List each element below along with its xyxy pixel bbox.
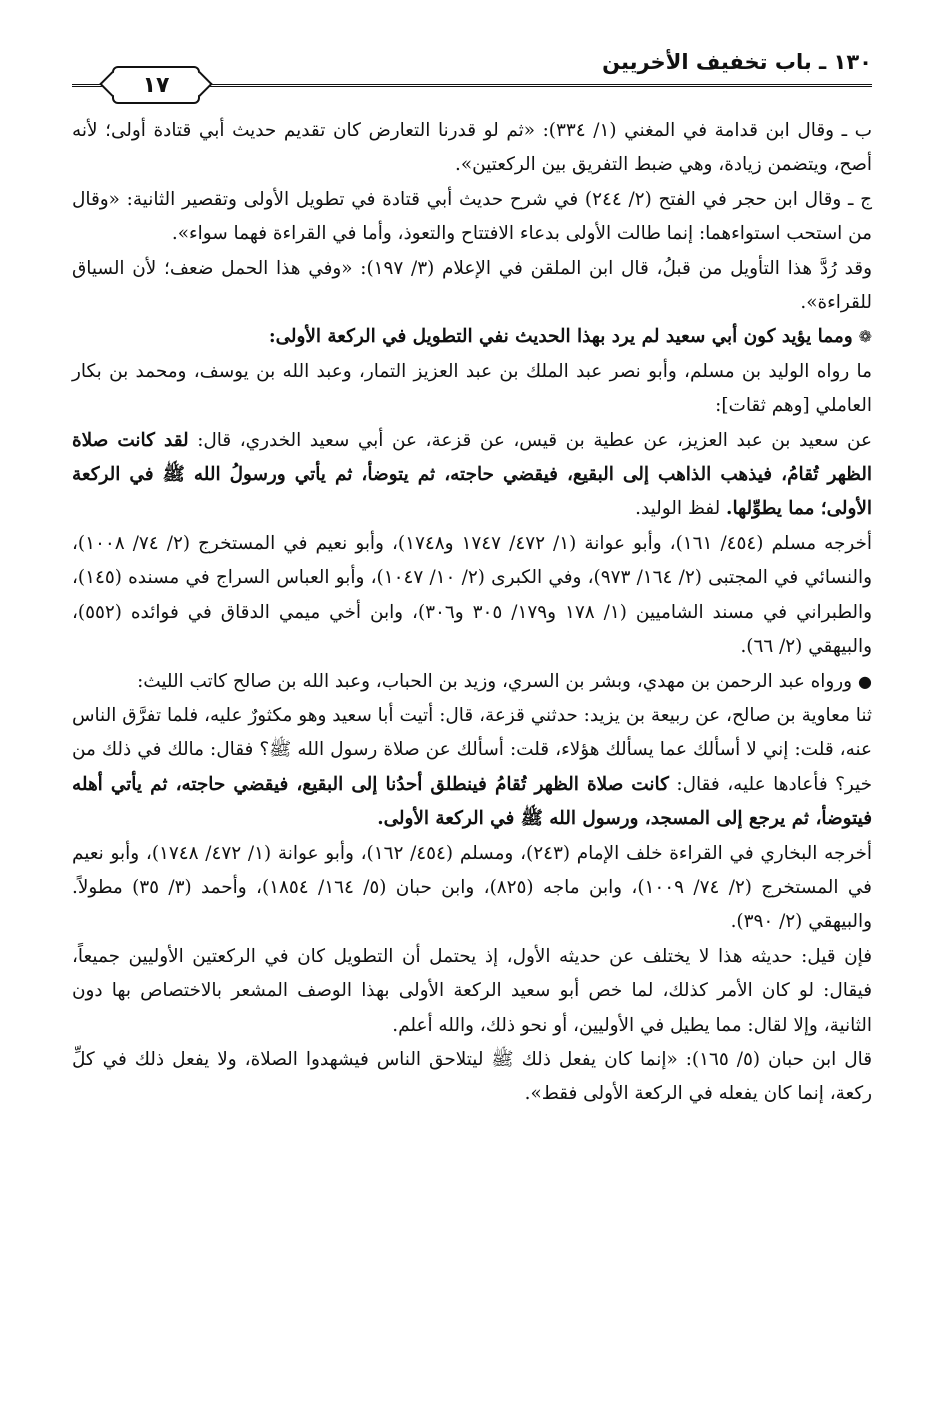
paragraph	[72, 527, 872, 665]
paragraph	[72, 665, 872, 699]
paragraph	[72, 355, 872, 424]
page-number-badge	[112, 66, 200, 104]
paragraph	[72, 114, 872, 183]
paragraph	[72, 837, 872, 940]
body-text	[72, 114, 872, 1112]
paragraph	[72, 424, 872, 527]
paragraph	[72, 940, 872, 1043]
paragraph-text: ما رواه الوليد بن مسلم، وأبو نصر عبد الملك بن عبد العزيز التمار، وعبد الله بن يوسف، ومحمد بن بكار العاملي [وهم ثقات]:	[72, 360, 872, 417]
paragraph-text: ب ـ وقال ابن قدامة في المغني (١/ ٣٣٤): «ثم لو قدرنا التعارض كان تقديم حديث أبي قتادة أولى؛ لأنه أصح، ويتضمن زيادة، وهي ضبط التفريق بين الركعتين».	[72, 120, 872, 176]
paragraph-text: وقد رُدَّ هذا التأويل من قبلُ، قال ابن الملقن في الإعلام (٣/ ١٩٧): «وفي هذا الحمل ضعف؛ لأن السياق للقراءة».	[72, 257, 872, 314]
paragraph-tail: لفظ الوليد.	[635, 498, 721, 520]
running-title: ١٣٠ ـ باب تخفيف الأخريين	[602, 50, 872, 74]
hadith-quote: كانت صلاة الظهر تُقامُ فينطلق أحدُنا إلى البقيع، فيقضي حاجته، ثم يأتي أهله فيتوضأ، ثم يرجع إلى المسجد، ورسول الله ﷺ في الركعة الأولى.	[72, 773, 872, 830]
paragraph-text: أخرجه البخاري في القراءة خلف الإمام (٢٤٣)، ومسلم (٤٥٤/ ١٦٢)، وأبو عوانة (١/ ٤٧٢/ ١٧٤٨)، وأبو نعيم في المستخرج (٢/ ٧٤/ ١٠٠٩)، وابن ماجه (٨٢٥)، وابن حبان (٥/ ١٦٤/ ١٨٥٤)، وأحمد (٣/ ٣٥) مطولاً. والبيهقي (٢/ ٣٩٠).	[72, 842, 872, 933]
paragraph-bold-text: ومما يؤيد كون أبي سعيد لم يرد بهذا الحديث نفي التطويل في الركعة الأولى:	[268, 326, 853, 348]
paragraph-text: ثنا معاوية بن صالح، عن ربيعة بن يزيد: حدثني قزعة، قال: أتيت أبا سعيد وهو مكثورٌ عليه، فلما تفرَّق الناس عنه، قلت: إني لا أسألك عما يسألك هؤلاء، قلت: أسألك عن صلاة رسول الله ﷺ؟ فقال: مالك في ذلك من خير؟ فأعادها عليه، فقال:	[72, 704, 872, 795]
paragraph-text: فإن قيل: حديثه هذا لا يختلف عن حديثه الأول، إذ يحتمل أن التطويل كان في الركعتين الأوليين جميعاً، فيقال: لو كان الأمر كذلك، لما خص أبو سعيد الركعة الأولى بهذا الوصف المشعر بالاختصاص بها دون الثانية، وإلا لقال: مما يطيل في الأوليين، أو نحو ذلك، والله أعلم.	[72, 945, 872, 1036]
paragraph	[72, 320, 872, 354]
hadith-quote: لقد كانت صلاة الظهر تُقامُ، فيذهب الذاهب إلى البقيع، فيقضي حاجته، ثم يتوضأ، ثم يأتي ورسولُ الله ﷺ في الركعة الأولى؛ مما يطوِّلها.	[72, 429, 872, 520]
paragraph-text: عن سعيد بن عبد العزيز، عن عطية بن قيس، عن قزعة، عن أبي سعيد الخدري، قال:	[197, 429, 872, 451]
paragraph-text: قال ابن حبان (٥/ ١٦٥): «إنما كان يفعل ذلك ﷺ ليتلاحق الناس فيشهدوا الصلاة، ولا يفعل ذلك في كلِّ ركعة، إنما كان يفعله في الركعة الأولى فقط».	[72, 1048, 873, 1105]
paragraph-text: ورواه عبد الرحمن بن مهدي، وبشر بن السري، وزيد بن الحباب، وعبد الله بن صالح كاتب الليث:	[137, 670, 853, 692]
page-header	[72, 44, 872, 114]
paragraph-text: ج ـ وقال ابن حجر في الفتح (٢/ ٢٤٤) في شرح حديث أبي قتادة في تطويل الأولى وتقصير الثانية: «وقال من استحب استواءهما: إنما طالت الأولى بدعاء الافتتاح والتعوذ، وأما في القراءة فهما سواء».	[72, 188, 872, 245]
book-page	[72, 44, 872, 1384]
paragraph-text: أخرجه مسلم (٤٥٤/ ١٦١)، وأبو عوانة (١/ ٤٧٢/ ١٧٤٧ و١٧٤٨)، وأبو نعيم في المستخرج (٢/ ٧٤/ ١٠٠٨)، والنسائي في المجتبى (٢/ ١٦٤/ ٩٧٣)، وفي الكبرى (٢/ ١٠/ ١٠٤٧)، وأبو العباس السراج في مسنده (١٤٥)، والطبراني في مسند الشاميين (١/ ١٧٨ و١٧٩/ ٣٠٥ و٣٠٦)، وابن أخي ميمي الدقاق في فوائده (٥٥٢)، والبيهقي (٢/ ٦٦).	[72, 532, 873, 658]
bullet-icon: ●	[858, 671, 872, 691]
paragraph	[72, 252, 872, 321]
ornament-icon: ❁	[858, 327, 872, 347]
paragraph	[72, 1043, 872, 1112]
paragraph	[72, 699, 872, 837]
paragraph	[72, 183, 872, 252]
page-number: ١٧	[142, 72, 170, 98]
